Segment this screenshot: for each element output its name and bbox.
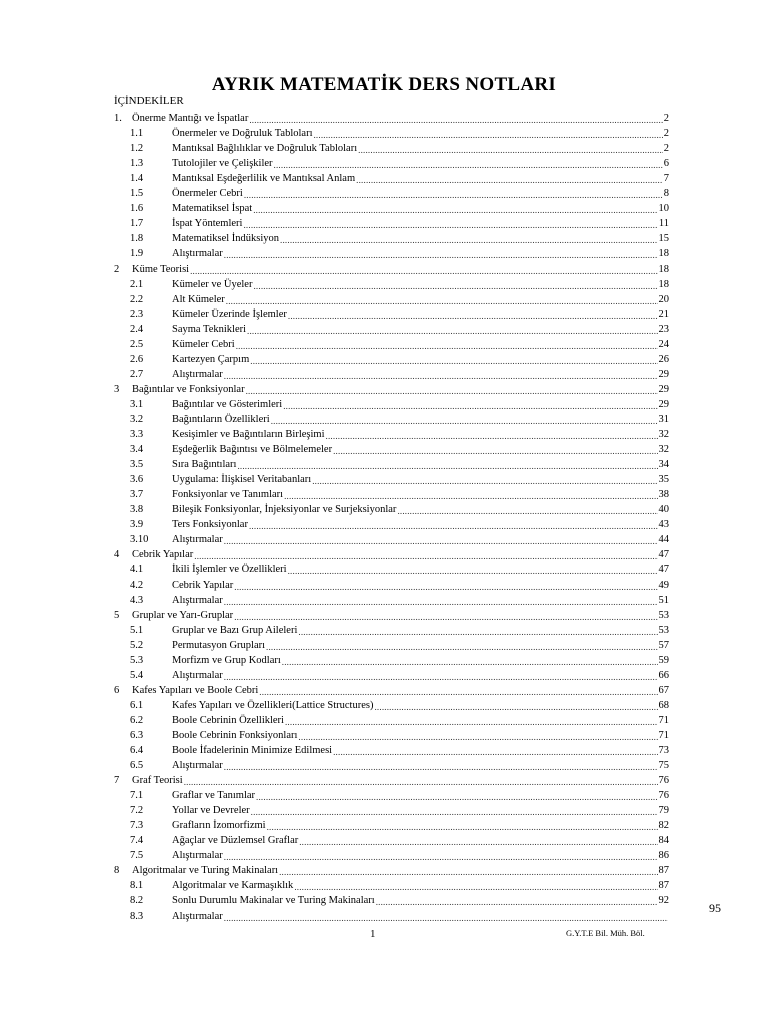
toc-entry-number: 6.2 xyxy=(130,714,144,726)
toc-section-row[interactable] xyxy=(114,712,669,727)
toc-entry-number: 7.4 xyxy=(130,835,144,847)
toc-entry-page: 11 xyxy=(658,218,669,230)
toc-entry-number: 6.1 xyxy=(130,699,144,711)
toc-dot-leader xyxy=(244,188,663,198)
toc-entry-number: 8.3 xyxy=(130,910,144,922)
toc-chapter-row[interactable] xyxy=(114,110,669,125)
toc-section-row[interactable] xyxy=(114,185,669,200)
toc-entry-page: 71 xyxy=(658,714,669,726)
toc-section-row[interactable] xyxy=(114,125,669,140)
toc-entry-number: 2 xyxy=(114,263,120,275)
toc-entry-label: Kafes Yapıları ve Boole Cebri xyxy=(132,684,259,696)
toc-entry-number: 2.7 xyxy=(130,368,144,380)
toc-entry-page: 40 xyxy=(658,504,669,516)
toc-section-row[interactable] xyxy=(114,576,669,591)
stray-page-number: 95 xyxy=(709,901,721,915)
table-of-contents xyxy=(114,110,669,923)
toc-entry-number: 5.4 xyxy=(130,669,144,681)
toc-entry-label: Alıştırmalar xyxy=(172,910,223,922)
footer-page-number: 1 xyxy=(370,928,376,940)
toc-entry-label: Sonlu Durumlu Makinalar ve Turing Makinaları xyxy=(172,895,375,907)
toc-entry-page: 35 xyxy=(658,474,669,486)
toc-dot-leader xyxy=(243,218,657,228)
toc-entry-label: Ters Fonksiyonlar xyxy=(172,519,248,531)
toc-entry-label: Alıştırmalar xyxy=(172,534,223,546)
toc-entry-page: 84 xyxy=(658,835,669,847)
toc-section-row[interactable] xyxy=(114,245,669,260)
toc-section-row[interactable] xyxy=(114,802,669,817)
toc-entry-page: 2 xyxy=(663,143,669,155)
toc-entry-number: 2.6 xyxy=(130,353,144,365)
toc-dot-leader xyxy=(249,519,658,529)
toc-entry-label: Önermeler Cebri xyxy=(172,188,243,200)
toc-dot-leader xyxy=(299,835,657,845)
toc-dot-leader xyxy=(250,354,657,364)
toc-entry-number: 3.5 xyxy=(130,459,144,471)
toc-entry-number: 3.1 xyxy=(130,398,144,410)
toc-entry-label: Boole Cebrinin Özellikleri xyxy=(172,714,284,726)
toc-section-row[interactable] xyxy=(114,426,669,441)
toc-entry-page: 53 xyxy=(658,609,669,621)
toc-section-row[interactable] xyxy=(114,336,669,351)
toc-entry-number: 1.1 xyxy=(130,128,144,140)
toc-entry-page: 43 xyxy=(658,519,669,531)
toc-section-row[interactable] xyxy=(114,622,669,637)
toc-section-row[interactable] xyxy=(114,877,669,892)
toc-entry-label: Önermeler ve Doğruluk Tabloları xyxy=(172,128,313,140)
toc-entry-page: 26 xyxy=(658,353,669,365)
toc-entry-label: Kümeler ve Üyeler xyxy=(172,278,253,290)
toc-dot-leader xyxy=(226,294,658,304)
toc-dot-leader xyxy=(234,580,657,590)
toc-section-row[interactable] xyxy=(114,817,669,832)
toc-entry-label: Alıştırmalar xyxy=(172,248,223,260)
toc-dot-leader xyxy=(326,429,658,439)
toc-entry-page: 8 xyxy=(663,188,669,200)
toc-section-row[interactable] xyxy=(114,396,669,411)
toc-section-row[interactable] xyxy=(114,892,669,907)
toc-entry-page: 68 xyxy=(658,699,669,711)
toc-entry-number: 8.2 xyxy=(130,895,144,907)
toc-entry-label: Cebrik Yapılar xyxy=(172,579,234,591)
toc-section-row[interactable] xyxy=(114,411,669,426)
toc-entry-number: 1.2 xyxy=(130,143,144,155)
toc-entry-number: 7.1 xyxy=(130,790,144,802)
toc-dot-leader xyxy=(282,655,658,665)
toc-entry-number: 8.1 xyxy=(130,880,144,892)
toc-entry-page: 67 xyxy=(658,684,669,696)
toc-entry-number: 4.2 xyxy=(130,579,144,591)
toc-entry-page: 23 xyxy=(658,323,669,335)
toc-entry-label: Mantıksal Bağlılıklar ve Doğruluk Tabloları xyxy=(172,143,358,155)
toc-dot-leader xyxy=(294,880,657,890)
toc-entry-page: 29 xyxy=(658,383,669,395)
toc-section-row[interactable] xyxy=(114,787,669,802)
toc-dot-leader xyxy=(280,233,657,243)
toc-entry-label: Kartezyen Çarpım xyxy=(172,353,250,365)
toc-entry-number: 1.7 xyxy=(130,218,144,230)
toc-entry-label: Bağıntılar ve Gösterimleri xyxy=(172,398,283,410)
toc-section-row[interactable] xyxy=(114,727,669,742)
toc-section-row[interactable] xyxy=(114,456,669,471)
toc-entry-number: 3.6 xyxy=(130,474,144,486)
toc-section-row[interactable] xyxy=(114,697,669,712)
toc-entry-label: Alıştırmalar xyxy=(172,594,223,606)
toc-entry-page: 20 xyxy=(658,293,669,305)
toc-section-row[interactable] xyxy=(114,140,669,155)
toc-entry-label: Matematiksel İspat xyxy=(172,203,253,215)
toc-dot-leader xyxy=(224,911,668,921)
toc-section-row[interactable] xyxy=(114,757,669,772)
toc-dot-leader xyxy=(358,143,663,153)
toc-entry-page: 34 xyxy=(658,459,669,471)
toc-entry-page: 79 xyxy=(658,805,669,817)
toc-dot-leader xyxy=(259,685,657,695)
toc-entry-page: 57 xyxy=(658,639,669,651)
toc-entry-number: 6.5 xyxy=(130,760,144,772)
toc-section-row[interactable] xyxy=(114,215,669,230)
toc-dot-leader xyxy=(266,640,657,650)
toc-entry-page: 38 xyxy=(658,489,669,501)
toc-entry-page: 32 xyxy=(658,429,669,441)
toc-entry-label: Gruplar ve Yarı-Gruplar xyxy=(132,609,234,621)
toc-entry-page: 66 xyxy=(658,669,669,681)
toc-entry-label: Önerme Mantığı ve İspatlar xyxy=(132,113,249,125)
toc-dot-leader xyxy=(279,865,657,875)
toc-entry-page: 47 xyxy=(658,564,669,576)
toc-entry-label: Graf Teorisi xyxy=(132,775,183,787)
toc-entry-label: Sayma Teknikleri xyxy=(172,323,247,335)
toc-entry-number: 1.5 xyxy=(130,188,144,200)
toc-entry-number: 1.3 xyxy=(130,158,144,170)
toc-entry-label: Eşdeğerlik Bağıntısı ve Bölmelemeler xyxy=(172,444,333,456)
toc-entry-page: 59 xyxy=(658,654,669,666)
toc-entry-label: Kesişimler ve Bağıntıların Birleşimi xyxy=(172,429,325,441)
toc-entry-number: 1.6 xyxy=(130,203,144,215)
toc-entry-number: 4.1 xyxy=(130,564,144,576)
toc-dot-leader xyxy=(224,369,658,379)
toc-section-row[interactable] xyxy=(114,637,669,652)
toc-entry-label: Cebrik Yapılar xyxy=(132,549,194,561)
toc-entry-page: 71 xyxy=(658,729,669,741)
toc-entry-page: 15 xyxy=(658,233,669,245)
toc-dot-leader xyxy=(285,715,658,725)
toc-entry-number: 5.1 xyxy=(130,624,144,636)
toc-entry-label: Fonksiyonlar ve Tanımları xyxy=(172,489,284,501)
toc-entry-number: 2.4 xyxy=(130,323,144,335)
toc-entry-page: 18 xyxy=(658,263,669,275)
toc-entry-label: Matematiksel İndüksiyon xyxy=(172,233,280,245)
toc-dot-leader xyxy=(267,820,658,830)
toc-entry-label: Alt Kümeler xyxy=(172,293,225,305)
document-title: AYRIK MATEMATİK DERS NOTLARI xyxy=(211,74,557,95)
toc-entry-label: Yollar ve Devreler xyxy=(172,805,250,817)
toc-entry-number: 4 xyxy=(114,549,120,561)
toc-entry-page: 10 xyxy=(658,203,669,215)
toc-section-row[interactable] xyxy=(114,200,669,215)
toc-entry-label: Boole Cebrinin Fonksiyonları xyxy=(172,729,298,741)
footer-department: G.Y.T.E Bil. Müh. Böl. xyxy=(566,928,645,938)
toc-section-row[interactable] xyxy=(114,291,669,306)
toc-entry-label: Kafes Yapıları ve Özellikleri(Lattice Structures) xyxy=(172,699,374,711)
toc-dot-leader xyxy=(224,760,658,770)
toc-entry-page: 75 xyxy=(658,760,669,772)
toc-section-row[interactable] xyxy=(114,486,669,501)
toc-entry-label: Kümeler Cebri xyxy=(172,338,235,350)
toc-entry-number: 6 xyxy=(114,684,120,696)
toc-entry-label: Ağaçlar ve Düzlemsel Graflar xyxy=(172,835,299,847)
toc-dot-leader xyxy=(253,279,657,289)
toc-dot-leader xyxy=(271,414,658,424)
toc-entry-page: 82 xyxy=(658,820,669,832)
toc-section-row[interactable] xyxy=(114,471,669,486)
toc-section-row[interactable] xyxy=(114,652,669,667)
toc-dot-leader xyxy=(234,610,657,620)
toc-entry-page: 29 xyxy=(658,398,669,410)
toc-dot-leader xyxy=(224,534,658,544)
toc-entry-page: 6 xyxy=(663,158,669,170)
toc-dot-leader xyxy=(397,504,657,514)
toc-chapter-row[interactable] xyxy=(114,682,669,697)
toc-dot-leader xyxy=(376,895,658,905)
toc-section-row[interactable] xyxy=(114,155,669,170)
toc-section-row[interactable] xyxy=(114,847,669,862)
toc-section-row[interactable] xyxy=(114,366,669,381)
toc-entry-number: 2.1 xyxy=(130,278,144,290)
toc-entry-label: Küme Teorisi xyxy=(132,263,190,275)
toc-section-row[interactable] xyxy=(114,592,669,607)
toc-entry-page: 18 xyxy=(658,278,669,290)
toc-dot-leader xyxy=(298,625,657,635)
toc-entry-page: 76 xyxy=(658,775,669,787)
toc-entry-label: Permutasyon Grupları xyxy=(172,639,266,651)
toc-entry-number: 2.2 xyxy=(130,293,144,305)
toc-entry-number: 7.2 xyxy=(130,805,144,817)
toc-section-row[interactable] xyxy=(114,516,669,531)
toc-entry-page: 87 xyxy=(658,865,669,877)
toc-dot-leader xyxy=(333,745,657,755)
toc-entry-number: 7.3 xyxy=(130,820,144,832)
toc-section-row[interactable] xyxy=(114,832,669,847)
toc-dot-leader xyxy=(284,489,657,499)
toc-dot-leader xyxy=(224,850,658,860)
toc-entry-label: Mantıksal Eşdeğerlilik ve Mantıksal Anlam xyxy=(172,173,356,185)
toc-dot-leader xyxy=(374,700,657,710)
toc-entry-page: 24 xyxy=(658,338,669,350)
toc-entry-page: 47 xyxy=(658,549,669,561)
toc-entry-number: 3.9 xyxy=(130,519,144,531)
toc-section-row[interactable] xyxy=(114,230,669,245)
toc-entry-label: Bileşik Fonksiyonlar, İnjeksiyonlar ve Surjeksiyonlar xyxy=(172,504,397,516)
toc-entry-number: 2.5 xyxy=(130,338,144,350)
toc-dot-leader xyxy=(247,324,657,334)
toc-entry-number: 1.9 xyxy=(130,248,144,260)
toc-section-row[interactable] xyxy=(114,531,669,546)
toc-entry-label: İspat Yöntemleri xyxy=(172,218,243,230)
toc-dot-leader xyxy=(333,444,657,454)
toc-entry-label: Morfizm ve Grup Kodları xyxy=(172,654,281,666)
toc-entry-number: 7.5 xyxy=(130,850,144,862)
toc-entry-label: Algoritmalar ve Turing Makinaları xyxy=(132,865,279,877)
toc-entry-number: 3 xyxy=(114,383,120,395)
toc-dot-leader xyxy=(190,264,657,274)
toc-entry-label: Uygulama: İlişkisel Veritabanları xyxy=(172,474,312,486)
toc-entry-label: Tutolojiler ve Çelişkiler xyxy=(172,158,273,170)
toc-entry-number: 3.3 xyxy=(130,429,144,441)
toc-section-row[interactable] xyxy=(114,170,669,185)
toc-entry-page: 92 xyxy=(658,895,669,907)
toc-entry-number: 8 xyxy=(114,865,120,877)
toc-entry-number: 5 xyxy=(114,609,120,621)
toc-entry-label: Alıştırmalar xyxy=(172,850,223,862)
toc-entry-number: 7 xyxy=(114,775,120,787)
toc-dot-leader xyxy=(356,173,663,183)
toc-entry-number: 6.3 xyxy=(130,729,144,741)
toc-section-row[interactable] xyxy=(114,306,669,321)
toc-entry-label: Kümeler Üzerinde İşlemler xyxy=(172,308,287,320)
toc-entry-label: Bağıntılar ve Fonksiyonlar xyxy=(132,383,245,395)
toc-entry-page: 44 xyxy=(658,534,669,546)
toc-entry-page: 29 xyxy=(658,368,669,380)
toc-dot-leader xyxy=(236,339,658,349)
toc-entry-number: 3.2 xyxy=(130,413,144,425)
toc-section-row[interactable] xyxy=(114,667,669,682)
toc-entry-number: 5.3 xyxy=(130,654,144,666)
toc-entry-number: 1. xyxy=(114,113,122,125)
toc-entry-page: 87 xyxy=(658,880,669,892)
toc-dot-leader xyxy=(283,399,657,409)
toc-entry-label: Sıra Bağıntıları xyxy=(172,459,237,471)
toc-chapter-row[interactable] xyxy=(114,607,669,622)
toc-entry-number: 3.7 xyxy=(130,489,144,501)
toc-entry-label: Algoritmalar ve Karmaşıklık xyxy=(172,880,294,892)
toc-dot-leader xyxy=(298,730,657,740)
toc-entry-number: 3.4 xyxy=(130,444,144,456)
toc-entry-page: 21 xyxy=(658,308,669,320)
toc-dot-leader xyxy=(224,670,658,680)
toc-entry-page: 51 xyxy=(658,594,669,606)
toc-section-row[interactable] xyxy=(114,907,669,922)
toc-entry-label: Grafların İzomorfizmi xyxy=(172,820,266,832)
toc-section-row[interactable] xyxy=(114,276,669,291)
toc-entry-number: 4.3 xyxy=(130,594,144,606)
toc-chapter-row[interactable] xyxy=(114,862,669,877)
toc-entry-page: 76 xyxy=(658,790,669,802)
toc-entry-page: 7 xyxy=(663,173,669,185)
toc-entry-page: 2 xyxy=(663,113,669,125)
toc-entry-label: İkili İşlemler ve Özellikleri xyxy=(172,564,287,576)
toc-chapter-row[interactable] xyxy=(114,546,669,561)
toc-dot-leader xyxy=(249,113,662,123)
toc-dot-leader xyxy=(288,564,658,574)
toc-dot-leader xyxy=(194,549,657,559)
toc-dot-leader xyxy=(288,309,658,319)
toc-entry-number: 1.8 xyxy=(130,233,144,245)
toc-entry-page: 86 xyxy=(658,850,669,862)
toc-entry-label: Gruplar ve Bazı Grup Aileleri xyxy=(172,624,298,636)
toc-dot-leader xyxy=(246,384,658,394)
toc-entry-number: 2.3 xyxy=(130,308,144,320)
toc-dot-leader xyxy=(251,805,658,815)
toc-section-row[interactable] xyxy=(114,742,669,757)
toc-entry-page: 32 xyxy=(658,444,669,456)
toc-dot-leader xyxy=(237,459,657,469)
toc-entry-label: Alıştırmalar xyxy=(172,760,223,772)
toc-dot-leader xyxy=(224,248,658,258)
toc-section-row[interactable] xyxy=(114,351,669,366)
toc-section-row[interactable] xyxy=(114,321,669,336)
toc-entry-label: Boole İfadelerinin Minimize Edilmesi xyxy=(172,745,333,757)
toc-dot-leader xyxy=(274,158,663,168)
toc-entry-label: Bağıntıların Özellikleri xyxy=(172,413,270,425)
toc-dot-leader xyxy=(313,128,662,138)
toc-entry-page: 53 xyxy=(658,624,669,636)
toc-entry-number: 5.2 xyxy=(130,639,144,651)
toc-entry-page: 31 xyxy=(658,413,669,425)
toc-entry-label: Alıştırmalar xyxy=(172,368,223,380)
toc-section-row[interactable] xyxy=(114,561,669,576)
toc-entry-page: 18 xyxy=(658,248,669,260)
toc-entry-number: 6.4 xyxy=(130,745,144,757)
toc-chapter-row[interactable] xyxy=(114,772,669,787)
toc-section-row[interactable] xyxy=(114,441,669,456)
toc-dot-leader xyxy=(224,595,658,605)
toc-entry-page: 2 xyxy=(663,128,669,140)
toc-entry-number: 1.4 xyxy=(130,173,144,185)
toc-entry-page: 73 xyxy=(658,745,669,757)
toc-entry-number: 3.8 xyxy=(130,504,144,516)
toc-dot-leader xyxy=(253,203,657,213)
toc-entry-label: Graflar ve Tanımlar xyxy=(172,790,256,802)
toc-heading: İÇİNDEKİLER xyxy=(114,95,184,107)
toc-entry-number: 3.10 xyxy=(130,534,149,546)
toc-dot-leader xyxy=(184,775,658,785)
toc-section-row[interactable] xyxy=(114,501,669,516)
toc-dot-leader xyxy=(256,790,657,800)
toc-chapter-row[interactable] xyxy=(114,260,669,275)
toc-entry-label: Alıştırmalar xyxy=(172,669,223,681)
toc-dot-leader xyxy=(312,474,657,484)
toc-entry-page: 49 xyxy=(658,579,669,591)
toc-chapter-row[interactable] xyxy=(114,381,669,396)
